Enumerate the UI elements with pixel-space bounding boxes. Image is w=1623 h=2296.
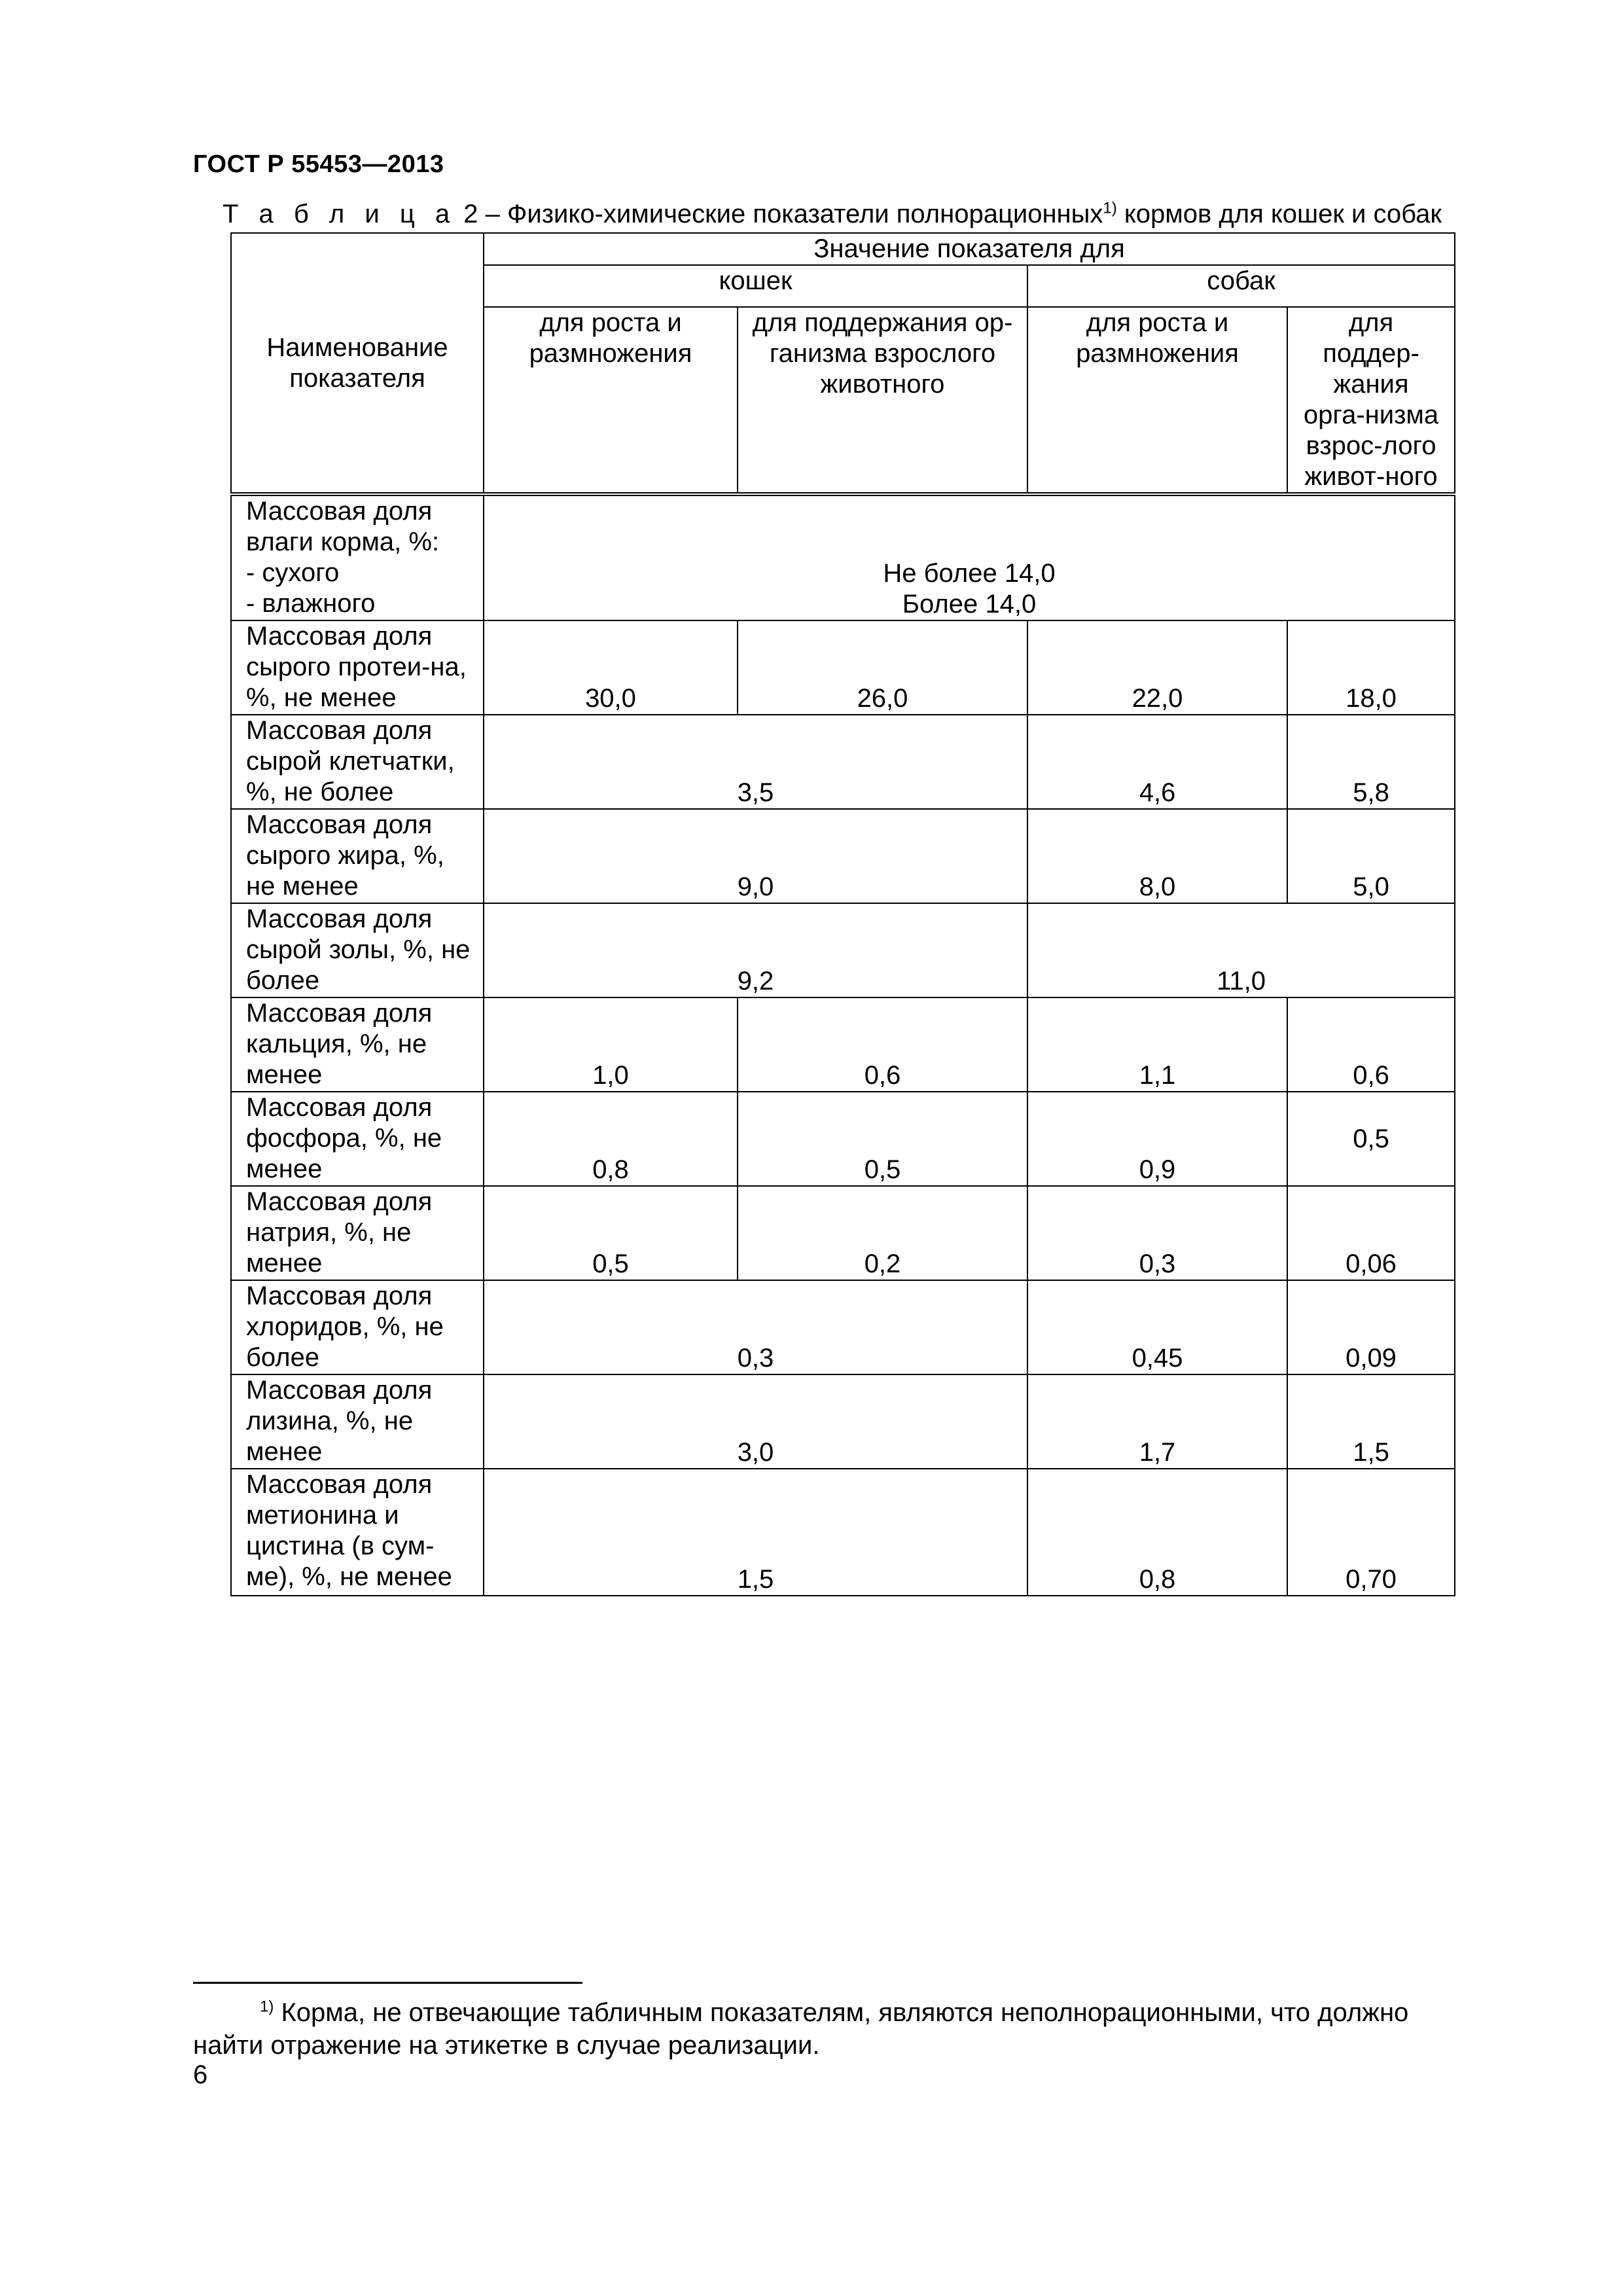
header-dogs: собак (1027, 265, 1455, 307)
chlorides-dogs-maintenance: 0,09 (1287, 1280, 1455, 1374)
table-row (231, 494, 1455, 620)
chlorides-dogs-growth: 0,45 (1027, 1280, 1287, 1374)
row-value-moisture (484, 494, 1455, 620)
row-name-fat: Массовая доля сырого жира, %, не менее (231, 809, 484, 903)
protein-cats-growth: 30,0 (484, 620, 738, 715)
calcium-dogs-maintenance: 0,6 (1287, 997, 1455, 1092)
table-row (231, 715, 1455, 809)
row-name-fiber: Массовая доля сырой клетчатки, %, не более (231, 715, 484, 809)
calcium-cats-maintenance: 0,6 (738, 997, 1027, 1092)
header-dogs-growth (1027, 307, 1287, 494)
lysine-cats: 3,0 (484, 1374, 1027, 1469)
phosphorus-dogs-maintenance: 0,5 (1287, 1092, 1455, 1186)
table-caption-label: Т а б л и ц а (223, 200, 457, 228)
row-name-chlorides: Массовая доля хлоридов, %, не более (231, 1280, 484, 1374)
fat-dogs-maintenance: 5,0 (1287, 809, 1455, 903)
row-name-sodium: Массовая доля натрия, %, не менее (231, 1186, 484, 1280)
footnote-text: Корма, не отвечающие табличным показателям, являются неполнорационными, что должно найти отражение на этикетке в случае реализации. (193, 1998, 1409, 2060)
moisture-dry-value: Не более 14,0 (883, 559, 1056, 588)
footnote-separator (193, 1982, 582, 1984)
sodium-cats-growth: 0,5 (484, 1186, 738, 1280)
sodium-dogs-growth: 0,3 (1027, 1186, 1287, 1280)
table-row (231, 1280, 1455, 1374)
footnote (193, 1996, 1456, 2062)
table-row (231, 903, 1455, 997)
table-caption-text: 2 – Физико-химические показатели полнорационных (456, 200, 1103, 228)
fat-cats: 9,0 (484, 809, 1027, 903)
header-cats-growth-text: для роста и размножения (529, 308, 692, 368)
header-dogs-maintenance (1287, 307, 1455, 494)
header-indicator-name (231, 233, 484, 494)
protein-cats-maintenance: 26,0 (738, 620, 1027, 715)
table-caption-footnote-mark: 1) (1103, 199, 1117, 217)
header-value-for: Значение показателя для (484, 233, 1455, 265)
table-row (231, 1092, 1455, 1186)
header-dogs-maintenance-text: для поддер-жания орга-низма взрос-лого живот-ного (1303, 308, 1439, 491)
document-header: ГОСТ Р 55453—2013 (193, 151, 444, 178)
methionine-cats: 1,5 (484, 1469, 1027, 1596)
row-name-lysine: Массовая доля лизина, %, не менее (231, 1374, 484, 1469)
phosphorus-cats-maintenance: 0,5 (738, 1092, 1027, 1186)
header-cats-growth (484, 307, 738, 494)
moisture-wet-value: Более 14,0 (902, 590, 1037, 619)
sodium-dogs-maintenance: 0,06 (1287, 1186, 1455, 1280)
indicators-table (230, 232, 1455, 1596)
fiber-dogs-maintenance: 5,8 (1287, 715, 1455, 809)
lysine-dogs-growth: 1,7 (1027, 1374, 1287, 1469)
header-dogs-growth-text: для роста и размножения (1076, 308, 1239, 368)
phosphorus-cats-growth: 0,8 (484, 1092, 738, 1186)
methionine-dogs-growth: 0,8 (1027, 1469, 1287, 1596)
table-row (231, 1469, 1455, 1596)
header-indicator-name-text: Наименование показателя (266, 332, 448, 393)
footnote-mark: 1) (260, 1998, 274, 2016)
table-row (231, 1374, 1455, 1469)
row-name-methionine-cystine: Массовая доля метионина и цистина (в сум-ме), %, не менее (231, 1469, 484, 1596)
protein-dogs-maintenance: 18,0 (1287, 620, 1455, 715)
page-number: 6 (193, 2060, 208, 2089)
table-row (231, 997, 1455, 1092)
row-name-protein: Массовая доля сырого протеи-на, %, не менее (231, 620, 484, 715)
phosphorus-dogs-growth: 0,9 (1027, 1092, 1287, 1186)
table-caption (223, 200, 1442, 229)
methionine-dogs-maintenance: 0,70 (1287, 1469, 1455, 1596)
row-name-ash: Массовая доля сырой золы, %, не более (231, 903, 484, 997)
ash-cats: 9,2 (484, 903, 1027, 997)
lysine-dogs-maintenance: 1,5 (1287, 1374, 1455, 1469)
row-name-calcium: Массовая доля кальция, %, не менее (231, 997, 484, 1092)
row-name-moisture: Массовая доля влаги корма, %: - сухого - влажного (231, 494, 484, 620)
fiber-dogs-growth: 4,6 (1027, 715, 1287, 809)
protein-dogs-growth: 22,0 (1027, 620, 1287, 715)
chlorides-cats: 0,3 (484, 1280, 1027, 1374)
table-row (231, 1186, 1455, 1280)
header-cats-maintenance-text: для поддержания ор-ганизма взрослого животного (752, 308, 1013, 399)
ash-dogs: 11,0 (1027, 903, 1455, 997)
header-cats-maintenance (738, 307, 1027, 494)
table-row (231, 620, 1455, 715)
row-name-phosphorus: Массовая доля фосфора, %, не менее (231, 1092, 484, 1186)
table-row (231, 809, 1455, 903)
table-caption-text-after: кормов для кошек и собак (1116, 200, 1442, 228)
calcium-dogs-growth: 1,1 (1027, 997, 1287, 1092)
fiber-cats: 3,5 (484, 715, 1027, 809)
sodium-cats-maintenance: 0,2 (738, 1186, 1027, 1280)
header-cats: кошек (484, 265, 1027, 307)
calcium-cats-growth: 1,0 (484, 997, 738, 1092)
fat-dogs-growth: 8,0 (1027, 809, 1287, 903)
